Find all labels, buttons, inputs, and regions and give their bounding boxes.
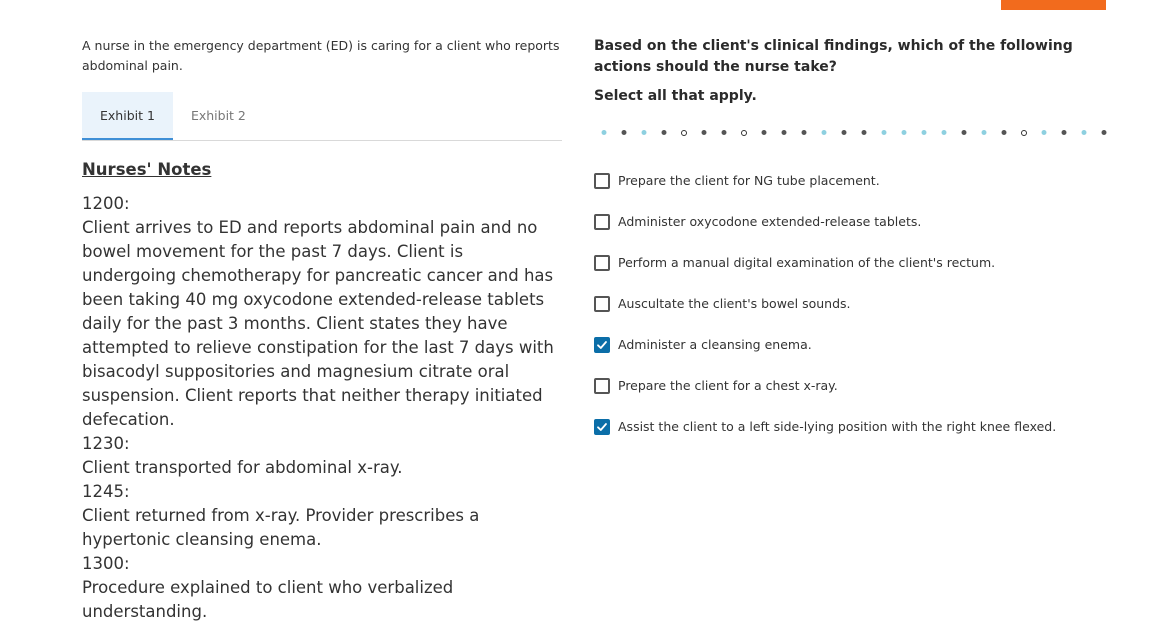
answer-option-label: Assist the client to a left side-lying position with the right knee flexed. xyxy=(618,419,1057,434)
progress-dot xyxy=(762,130,767,135)
checkbox[interactable] xyxy=(594,296,610,312)
question-panel xyxy=(594,36,1114,104)
note-time: 1300: xyxy=(82,554,130,573)
scenario-text: A nurse in the emergency department (ED) is caring for a client who reports abdominal pain. xyxy=(82,38,560,73)
progress-dot xyxy=(1082,130,1087,135)
answer-option[interactable] xyxy=(594,242,1114,283)
answer-option-selected[interactable] xyxy=(594,406,1114,447)
tab-exhibit-2[interactable]: Exhibit 2 xyxy=(190,108,246,123)
exhibit-tabs xyxy=(82,92,562,141)
check-icon xyxy=(596,421,608,433)
checkbox[interactable] xyxy=(594,337,610,353)
note-time: 1200: xyxy=(82,194,130,213)
notes-title: Nurses' Notes xyxy=(82,160,212,179)
answer-option[interactable] xyxy=(594,201,1114,242)
checkbox[interactable] xyxy=(594,255,610,271)
checkbox[interactable] xyxy=(594,214,610,230)
progress-dot xyxy=(922,130,927,135)
progress-dot xyxy=(662,130,667,135)
check-icon xyxy=(596,339,608,351)
progress-dot xyxy=(902,130,907,135)
progress-dot xyxy=(782,130,787,135)
answer-options xyxy=(594,160,1114,447)
progress-dot xyxy=(741,130,747,136)
note-time: 1245: xyxy=(82,482,130,501)
answer-option[interactable] xyxy=(594,160,1114,201)
progress-dot xyxy=(622,130,627,135)
checkbox[interactable] xyxy=(594,173,610,189)
answer-option-label: Perform a manual digital examination of the client's rectum. xyxy=(618,255,996,270)
progress-dot xyxy=(862,130,867,135)
answer-option-label: Auscultate the client's bowel sounds. xyxy=(618,296,851,311)
progress-dots xyxy=(604,130,1107,136)
progress-dot xyxy=(1062,130,1067,135)
case-panel xyxy=(82,36,562,624)
note-time: 1230: xyxy=(82,434,130,453)
note-text: Client transported for abdominal x-ray. xyxy=(82,458,403,477)
progress-dot xyxy=(842,130,847,135)
progress-dot xyxy=(642,130,647,135)
note-text: Client returned from x-ray. Provider prescribes a hypertonic cleansing enema. xyxy=(82,506,480,549)
progress-dot xyxy=(982,130,987,135)
answer-option[interactable] xyxy=(594,365,1114,406)
progress-dot xyxy=(702,130,707,135)
progress-dot xyxy=(1002,130,1007,135)
note-text: Client arrives to ED and reports abdominal pain and no bowel movement for the past 7 days. Client is undergoing chemotherapy for pancreatic cancer and has been taking 40 mg oxycodone extended-release tablets daily for the past 3 months. Client states they have attempted to relieve constipation for the last 7 days with bisacodyl suppositories and magnesium citrate oral suspension. Client reports that neither therapy initiated defecation. xyxy=(82,218,554,429)
progress-dot xyxy=(1042,130,1047,135)
nurses-notes xyxy=(82,192,562,624)
question-instruction: Select all that apply. xyxy=(594,88,757,104)
checkbox[interactable] xyxy=(594,378,610,394)
progress-dot xyxy=(802,130,807,135)
progress-dot xyxy=(822,130,827,135)
note-text: Procedure explained to client who verbalized understanding. xyxy=(82,578,454,621)
progress-dot xyxy=(1021,130,1027,136)
answer-option-selected[interactable] xyxy=(594,324,1114,365)
progress-dot xyxy=(962,130,967,135)
answer-option-label: Administer oxycodone extended-release tablets. xyxy=(618,214,922,229)
progress-dot xyxy=(722,130,727,135)
answer-option-label: Prepare the client for NG tube placement. xyxy=(618,173,880,188)
question-text: Based on the client's clinical findings, which of the following actions should the nurse take? xyxy=(594,38,1073,75)
checkbox[interactable] xyxy=(594,419,610,435)
progress-dot xyxy=(1102,130,1107,135)
top-accent-bar xyxy=(1001,0,1106,10)
progress-dot xyxy=(602,130,607,135)
answer-option-label: Prepare the client for a chest x-ray. xyxy=(618,378,838,393)
progress-dot xyxy=(882,130,887,135)
answer-option-label: Administer a cleansing enema. xyxy=(618,337,812,352)
tab-exhibit-1[interactable]: Exhibit 1 xyxy=(82,92,173,140)
answer-option[interactable] xyxy=(594,283,1114,324)
progress-dot xyxy=(681,130,687,136)
progress-dot xyxy=(942,130,947,135)
